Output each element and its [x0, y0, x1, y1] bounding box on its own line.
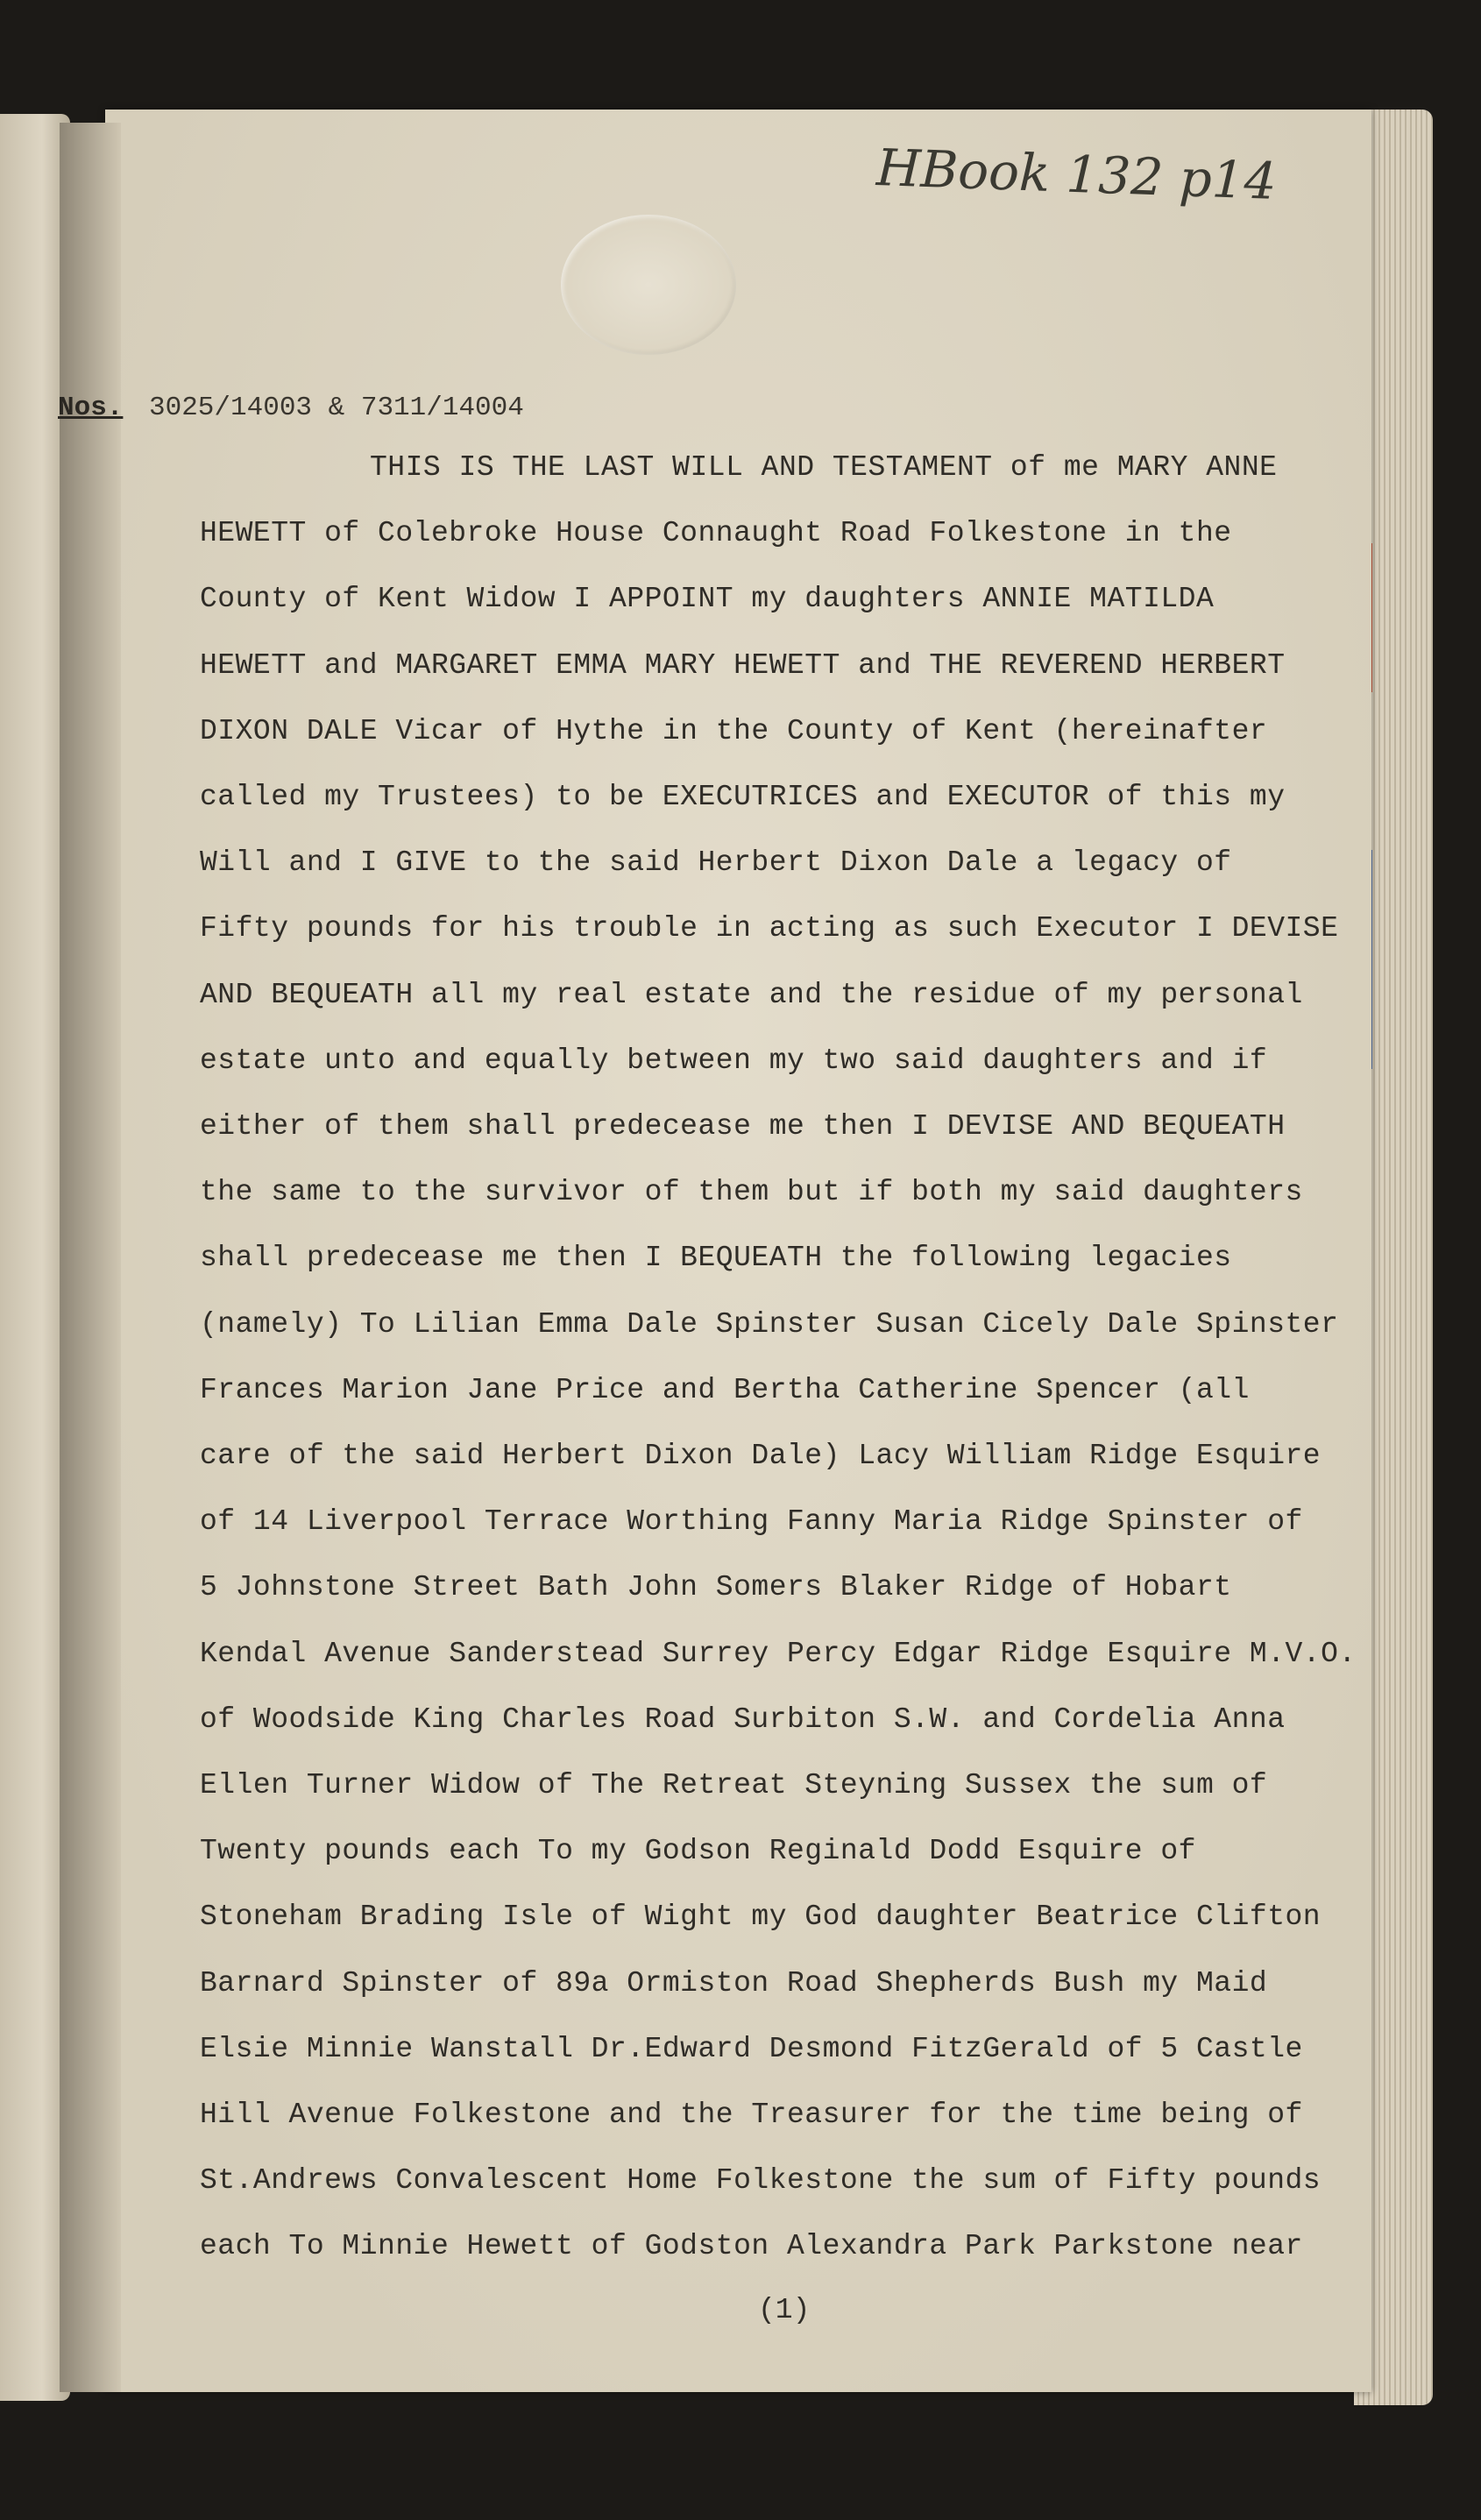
text-line: Hill Avenue Folkestone and the Treasurer for the time being of	[200, 2099, 1303, 2131]
text-line: either of them shall predecease me then I DEVISE AND BEQUEATH	[200, 1110, 1286, 1143]
text-line: of Woodside King Charles Road Surbiton S.W. and Cordelia Anna	[200, 1702, 1286, 1736]
text-line: HEWETT of Colebroke House Connaught Road Folkestone in the	[200, 517, 1232, 550]
text-line: care of the said Herbert Dixon Dale) Lacy William Ridge Esquire	[200, 1440, 1322, 1472]
text-line: DIXON DALE Vicar of Hythe in the County of Kent (hereinafter	[200, 714, 1268, 747]
text-line: THIS IS THE LAST WILL AND TESTAMENT of me MARY ANNE	[370, 451, 1278, 484]
text-line: (namely) To Lilian Emma Dale Spinster Susan Cicely Dale Spinster	[200, 1307, 1339, 1341]
text-line: each To Minnie Hewett of Godston Alexandra Park Parkstone near	[200, 2230, 1303, 2263]
page-number: (1)	[758, 2294, 811, 2326]
text-line: Ellen Turner Widow of The Retreat Steyning Sussex the sum of	[200, 1769, 1268, 1802]
text-line: Elsie Minnie Wanstall Dr.Edward Desmond FitzGerald of 5 Castle	[200, 2032, 1303, 2065]
text-line: estate unto and equally between my two said daughters and if	[200, 1044, 1268, 1077]
text-line: HEWETT and MARGARET EMMA MARY HEWETT and THE REVEREND HERBERT	[200, 648, 1286, 682]
text-line: Twenty pounds each To my Godson Reginald Dodd Esquire of	[200, 1835, 1196, 1868]
text-line: AND BEQUEATH all my real estate and the residue of my personal	[200, 978, 1303, 1011]
text-line: shall predecease me then I BEQUEATH the following legacies	[200, 1242, 1232, 1275]
text-line: Will and I GIVE to the said Herbert Dixon Dale a legacy of	[200, 846, 1232, 880]
text-line: Kendal Avenue Sanderstead Surrey Percy Edgar Ridge Esquire M.V.O.	[200, 1637, 1357, 1670]
text-line: Stoneham Brading Isle of Wight my God daughter Beatrice Clifton	[200, 1901, 1322, 1934]
handwritten-annotation: HBook 132 p14	[875, 138, 1278, 211]
text-line: Barnard Spinster of 89a Ormiston Road Shepherds Bush my Maid	[200, 1966, 1268, 2000]
text-line: Fifty pounds for his trouble in acting as such Executor I DEVISE	[200, 912, 1339, 945]
text-line: St.Andrews Convalescent Home Folkestone the sum of Fifty pounds	[200, 2164, 1322, 2198]
text-line: County of Kent Widow I APPOINT my daughters ANNIE MATILDA	[200, 583, 1215, 616]
book-gutter	[58, 123, 124, 2392]
text-line: Frances Marion Jane Price and Bertha Catherine Spencer (all	[200, 1373, 1250, 1406]
reference-numbers: 3025/14003 & 7311/14004	[149, 393, 524, 423]
embossed-seal	[561, 215, 736, 355]
text-line: called my Trustees) to be EXECUTRICES and EXECUTOR of this my	[200, 781, 1286, 813]
text-line: 5 Johnstone Street Bath John Somers Blaker Ridge of Hobart	[200, 1571, 1232, 1604]
text-line: the same to the survivor of them but if both my said daughters	[200, 1176, 1303, 1209]
nos-label: Nos.	[58, 393, 124, 423]
text-line: of 14 Liverpool Terrace Worthing Fanny Maria Ridge Spinster of	[200, 1505, 1303, 1539]
